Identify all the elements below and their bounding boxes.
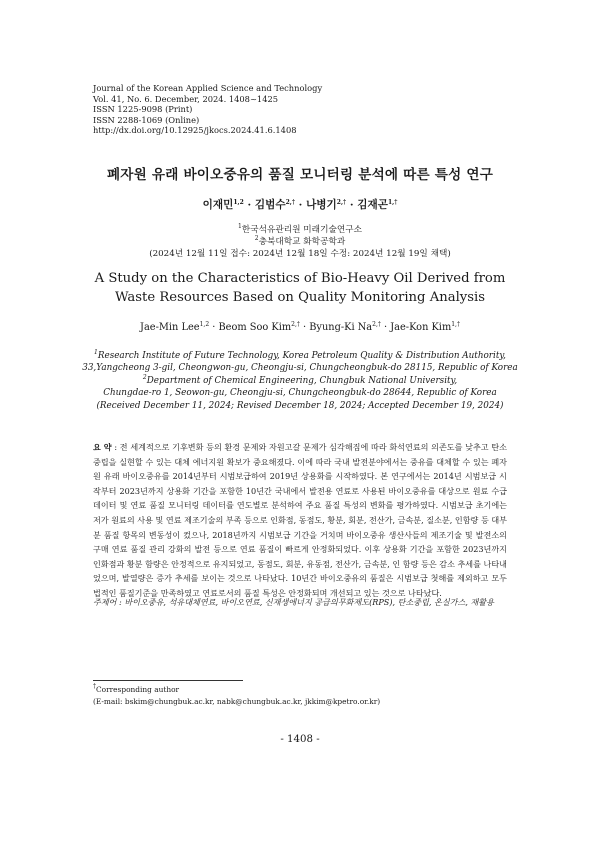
affiliation-mark: 2 [254,235,259,243]
author-name: Jae-Kon Kim [390,322,452,333]
english-title [0,269,600,307]
author-affiliation-mark: 2,† [285,199,295,206]
author-name: 김재곤 [357,199,388,211]
affiliation-mark: 1 [94,349,98,356]
english-authors [0,322,600,333]
journal-info [93,83,322,136]
affiliation-line [0,224,600,236]
author-name: 이재민 [202,199,234,211]
affiliation-address: 33,Yangcheong 3-gil, Cheongwon-gu, Cheongju-si, Chungcheongbuk-do 28115, Republic of Korea [82,363,518,374]
author-affiliation-mark: 1,2 [233,199,244,206]
keywords-label: 주제어 [93,597,117,607]
submission-dates: (2024년 12월 11일 접수: 2024년 12월 18일 수정: 2024년 12월 19일 채택) [149,249,451,260]
received-dates: (Received December 11, 2024; Revised December 18, 2024; Accepted December 19, 2024) [96,400,504,411]
journal-issn-print: ISSN 1225-9098 (Print) [93,104,193,115]
affiliation-text: 한국석유관리원 미래기술연구소 [241,225,363,235]
affiliation-address: Chungdae-ro 1, Seowon-gu, Cheongju-si, Chungcheongbuk-do 28644, Republic of Korea [103,388,497,399]
affiliation-text: Research Institute of Future Technology, Korea Petroleum Quality & Distribution Authority, [97,351,506,361]
affiliation-mark: 1 [237,223,242,230]
keywords-text: : 바이오중유, 석유대체연료, 바이오연료, 신재생에너지 공급의무화제도(RPS), 탄소중립, 온실가스, 재활용 [116,597,494,607]
abstract-text: : 전 세계적으로 기후변화 등의 환경 문제와 자원고갈 문제가 심각해짐에 따라 화석연료의 의존도를 낮추고 탄소중립을 실현할 수 있는 대체 에너지원 확보가 중요해졌다. 이에 따라 국내 발전분야에서는 중유를 대체할 수 있는 폐자원 유래 바이오중유를 2014년부터 시범보급하여 2019년 상용화를 시작하였다. 본 연구에서는 2014년 시범보급 시작부터 2023년까지 상용화 기간을 포함한 10년간 국내에서 발전용 연료로 사용된 바이오중유를 대상으로 원료 수급 데이터 및 연료 품질 모니터링 데이터를 연도별로 분석하여 주요 품질 특성의 변화를 평가하였다. 시범보급 초기에는 저가 원료의 사용 및 연료 제조기술의 부족 등으로 인화점, 동점도, 황분, 회분, 전산가, 금속분, 질소분, 인함량 등 대부분 품질 항목의 변동성이 컸으나, 2018년까지 시범보급 기간을 거치며 바이오중유 생산사들의 제조기술 및 발전소의 구매 연료 품질 관리 강화의 발전 등으로 연료 품질이 빠르게 안정화되었다. 이후 상용화 기간을 포함한 2023년까지 인화점과 황분 함량은 안정적으로 유지되었고, 동점도, 회분, 유동점, 전산가, 금속분, 인 함량 등은 감소 추세를 나타내었으며, 발열량은 증가 추세를 보이는 것으로 나타났다. 10년간 바이오중유의 품질은 시범보급 첫해를 제외하고 모두 법적인 품질기준을 만족하였고 연료로서의 품질 특성은 안정화되며 개선되고 있는 것으로 나타났다. [93,442,507,598]
affiliation-text: Department of Chemical Engineering, Chungbuk National University, [146,375,458,386]
author-separator: · [243,199,255,211]
korean-authors [0,197,600,212]
author-separator: · [209,322,219,333]
english-title-line: Waste Resources Based on Quality Monitoring Analysis [115,290,485,305]
author-affiliation-mark: 2,† [336,199,347,206]
author-affiliation-mark: 2,† [291,321,300,328]
dagger-mark: † [93,683,96,690]
footnote-divider [93,680,243,681]
author-separator: · [299,322,310,333]
author-name: Jae-Min Lee [140,322,200,333]
affiliation-mark: 2 [142,373,147,381]
affiliation-line [0,375,600,387]
korean-affiliations [0,224,600,261]
corresponding-author-label: Corresponding author [96,685,180,694]
english-title-line: A Study on the Characteristics of Bio-Heavy Oil Derived from [94,271,506,286]
journal-volume: Vol. 41, No. 6. December, 2024. 1408~1425 [93,93,279,104]
page-number: - 1408 - [280,734,320,745]
author-name: Byung-Ki Na [309,322,373,333]
korean-title: 폐자원 유래 바이오중유의 품질 모니터링 분석에 따른 특성 연구 [106,167,494,183]
author-separator: · [294,199,307,211]
author-affiliation-mark: 1,† [387,199,398,206]
keywords [93,596,507,609]
affiliation-line [0,350,600,362]
journal-name: Journal of the Korean Applied Science and Technology [93,83,323,93]
corresponding-emails: (E-mail: bskim@chungbuk.ac.kr, nabk@chungbuk.ac.kr, jkkim@kpetro.or.kr) [93,697,381,706]
author-name: 김범수 [254,199,286,211]
affiliation-text: 충북대학교 화학공학과 [258,237,346,248]
author-name: 나병기 [306,199,337,211]
author-separator: · [380,322,391,333]
english-affiliations [0,350,600,412]
abstract [93,440,507,601]
journal-doi: http://dx.doi.org/10.12925/jkocs.2024.41.6.1408 [93,125,297,136]
author-affiliation-mark: 1,† [451,321,460,328]
author-affiliation-mark: 1,2 [199,321,210,328]
abstract-label: 요 약 [93,442,112,452]
affiliation-line [0,236,600,248]
author-separator: · [346,199,358,211]
journal-issn-online: ISSN 2288-1069 (Online) [93,114,200,125]
footnote [93,684,380,708]
corresponding-author [93,684,380,696]
author-name: Beom Soo Kim [218,322,292,333]
author-affiliation-mark: 2,† [372,321,381,328]
